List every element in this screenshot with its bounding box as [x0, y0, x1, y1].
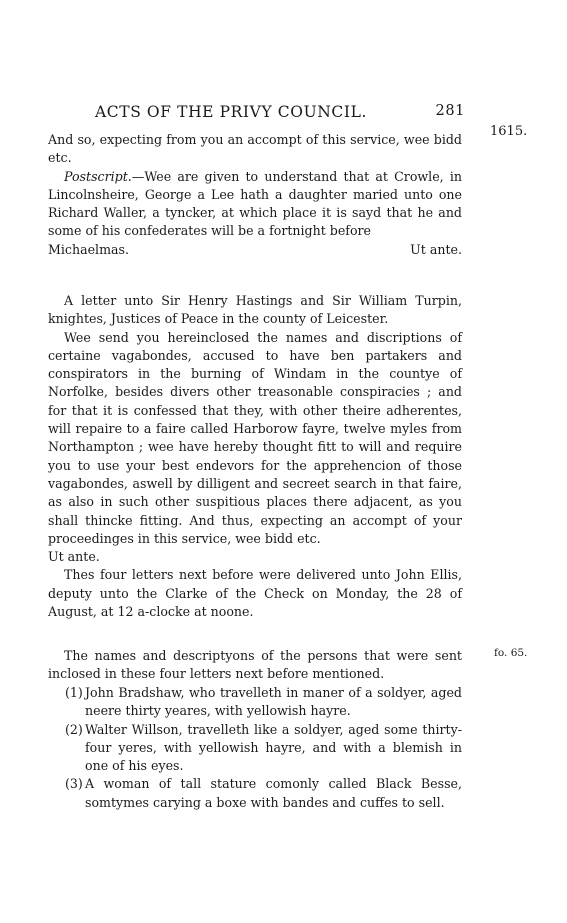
list-item-number: (2) [65, 721, 83, 737]
list-item-text: Walter Willson, travelleth like a soldyer, aged some thirty-four yeres, with yellowish hayre, and with a blemish in one of his eyes. [85, 721, 462, 774]
letter-block [48, 292, 462, 621]
letter-text: Wee send you hereinclosed the names and discriptions of certaine vagabondes, accused to have ben partakers and conspirators in the burning of Windam in the countye of Norfolke, besides divers other treasonable conspiracies ; and for that it is confessed that they, with other theire adherentes, will repaire to a faire called Harborow fayre, twelve myles from Northampton ; wee have hereby thought fitt to will and require you to use your best endevors for the apprehencion of those vagabondes, aswell by dilligent and secreet search in that faire, as also in such other suspitious places there adjacent, as you shall thincke fitting. And thus, expecting an accompt of your proceedinges in this service, wee bidd etc. [48, 329, 462, 546]
ut-ante-2: Ut ante. [48, 549, 100, 565]
names-intro: The names and descriptyons of the persons that were sent inclosed in these four letters next before mentioned. [48, 648, 462, 682]
delivery-note: Thes four letters next before were delivered unto John Ellis, deputy unto the Clarke of the Check on Monday, the 28 of August, at 12 a-clocke at noone. [48, 567, 462, 620]
list-item-number: (3) [65, 776, 83, 792]
postscript-label: Postscript. [64, 168, 132, 184]
persons-list [48, 684, 462, 812]
list-item-text: A woman of tall stature comonly called Black Besse, somtymes carying a boxe with bandes and cuffes to sell. [85, 776, 462, 810]
list-item [48, 775, 462, 812]
margin-folio: fo. 65. [494, 647, 528, 659]
ut-ante-1: Ut ante. [410, 241, 462, 257]
closing-paragraph-block [48, 131, 462, 259]
running-title: ACTS OF THE PRIVY COUNCIL. [95, 103, 367, 121]
list-item-number: (1) [65, 685, 83, 700]
postscript-end: Michaelmas. [48, 241, 129, 257]
list-item-text: John Bradshaw, who travelleth in maner of a soldyer, aged neere thirty yeares, with yellowish hayre. [85, 685, 462, 719]
page-number: 281 [435, 103, 465, 119]
closing-paragraph: And so, expecting from you an accompt of this service, wee bidd etc. [48, 132, 462, 166]
list-item [48, 684, 462, 721]
names-intro-block [48, 647, 462, 684]
postscript-end-row [48, 241, 462, 259]
postscript-text: —Wee are given to understand that at Crowle, in Lincolnsheire, George a Lee hath a daughter maried unto one Richard Waller, a tyncker, at which place it is sayd that he and some of his confederates will be a fortnight before [48, 168, 462, 239]
postscript-paragraph [48, 168, 462, 241]
margin-year: 1615. [490, 124, 528, 139]
letter-heading: A letter unto Sir Henry Hastings and Sir William Turpin, knightes, Justices of Peace in the county of Leicester. [48, 293, 462, 327]
list-item [48, 721, 462, 776]
